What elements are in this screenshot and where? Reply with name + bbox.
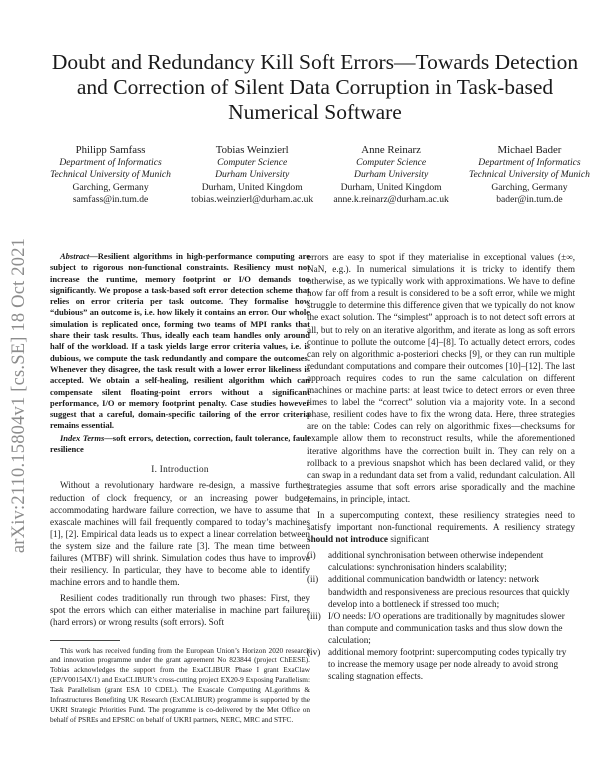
- list-item-number: (iv): [307, 647, 321, 657]
- right-paragraph-1: errors are easy to spot if they materialise in exceptional values (±∞, NaN, e.g.). In numerical simulations it is tricky to identify them otherwise, as we typically work with approximations. We have to define how far off from a result is considered to be a soft error, while we might struggle to determine this difference given that we typically do not know the exact solution. The “simplest” approach is to not detect soft errors at all, but to rely on an iterative algorithm, and iterate as long as soft errors continue to pollute the outcome [4]–[8]. To actually detect errors, codes can rely on algorithmic a-posteriori checks [9], or they can run multiple redundant computations and compare their outcomes [10]–[12]. The last approach requires codes to run the same calculation on different machines or machine parts: at least twice to detect errors or even three times to label the “correct” solution via a majority vote. In a second phase, resilient codes have to fix the wrong data. Here, three strategies are on the table: Codes can rely on algorithmic fixes—checksums for example allow them to reconstruct results, while the aforementioned iterative algorithms have the correction built in. They can rely on a rollback to a previous snapshot which has been declared valid, or they can swap in a redundant data set from a valid, redundant calculation. All strategies assume that soft errors arise sporadically and the machine remains, in principle, intact.: [307, 252, 575, 504]
- footnote-divider: [50, 640, 120, 641]
- arxiv-stamp-text: arXiv:2110.15804v1 [cs.SE] 18 Oct 2021: [9, 237, 30, 553]
- list-item-number: (ii): [307, 574, 319, 585]
- author-name: Michael Bader: [497, 144, 562, 156]
- abstract-label: Abstract: [60, 251, 90, 261]
- list-item-text: additional synchronisation between otherwise independent calculations: synchronisation hinders scalability;: [328, 550, 544, 573]
- author-location: Durham, United Kingdom: [201, 181, 303, 193]
- author-email: bader@in.tum.de: [496, 194, 563, 206]
- abstract-text: —Resilient algorithms in high-performance computing are subject to rigorous non-functional constraints. Resiliency must not increase the runtime, memory footprint or I/O demands too significantly. We propose a task-based soft error detection scheme that relies on error criteria per task outcome. They formalise how “dubious” an outcome is, i.e. how likely it contains an error. Our whole simulation is replicated once, forming two teams of MPI ranks that share their task results. Thus, ideally each team handles only around half of the workload. If a task yields large error criteria values, i.e. is dubious, we compute the task redundantly and compare the outcomes. Whenever they disagree, the task result with a lower error likeliness is accepted. We obtain a self-healing, resilient algorithm which can compensate silent floating-point errors without a significant performance, I/O or memory footprint penalty. Case studies however suggest that a careful, domain-specific tailoring of the error criteria remains essential.: [50, 251, 310, 431]
- author-inst: Technical University of Munich: [50, 169, 171, 181]
- author-1: [50, 143, 171, 207]
- right-paragraph-2: [307, 509, 575, 545]
- author-4: [469, 143, 590, 207]
- section-heading: I. Introduction: [151, 464, 209, 475]
- author-location: Garching, Germany: [491, 181, 568, 193]
- author-location: Garching, Germany: [72, 181, 149, 193]
- author-2: [191, 143, 313, 207]
- author-inst: Technical University of Munich: [469, 169, 590, 181]
- right-p2-text: In a supercomputing context, these resiliency strategies need to satisfy important non-functional requirements. A resiliency strategy: [307, 509, 575, 533]
- intro-paragraph-1: Without a revolutionary hardware re-design, a massive further reduction of clock frequency, or an increasing power budget accommodating hardware failure correction, we have to assume that exascale machines will fail frequently compared to today’s machines [1], [2]. Empirical data leads us to expect a linear correlation between the system size and the failure rate [3]. The mean time between failures (MTBF) will shrink. Simulation codes thus have to improve their resiliency. In particular, they have to become able to identify machine errors and to handle them.: [50, 480, 310, 588]
- author-location: Durham, United Kingdom: [340, 181, 442, 193]
- author-3: [333, 143, 448, 207]
- index-terms-label: Index Terms: [60, 432, 105, 443]
- requirements-list: [307, 549, 575, 682]
- author-dept: Department of Informatics: [478, 157, 581, 168]
- author-dept: Computer Science: [217, 157, 288, 168]
- right-p2-emphasis: should not introduce: [307, 534, 389, 545]
- list-item: [307, 573, 575, 609]
- author-email: anne.k.reinarz@durham.ac.uk: [333, 194, 449, 206]
- author-name: Tobias Weinzierl: [215, 144, 289, 156]
- author-name: Anne Reinarz: [361, 144, 421, 156]
- intro-paragraph-2: Resilient codes traditionally run through two phases: First, they spot the errors which can either materialise in machine part failures (hard errors) or wrong results (soft errors). Soft: [50, 593, 310, 628]
- author-name: Philipp Samfass: [75, 144, 146, 156]
- list-item-text: I/O needs: I/O operations are traditionally by magnitudes slower than compute and communication tasks and thus slow down the calculation;: [328, 610, 565, 645]
- author-inst: Durham University: [215, 169, 290, 181]
- list-item-number: (iii): [307, 610, 321, 621]
- list-item-number: (i): [307, 550, 316, 561]
- list-item-text: additional communication bandwidth or latency: network bandwidth and responsiveness are precious resources that quickly develop into a bottleneck if stressed too much;: [328, 574, 570, 609]
- list-item: [307, 610, 575, 646]
- right-p2-tail: significant: [388, 534, 430, 545]
- index-terms-text: —soft errors, detection, correction, fault tolerance, fault resilience: [50, 432, 310, 455]
- author-inst: Durham University: [354, 169, 429, 181]
- author-email: tobias.weinzierl@durham.ac.uk: [191, 194, 314, 206]
- arxiv-stamp: [1, 210, 39, 580]
- index-terms: [50, 433, 310, 456]
- abstract: [50, 251, 310, 432]
- author-dept: Department of Informatics: [59, 157, 162, 168]
- paper-title: Doubt and Redundancy Kill Soft Errors—Towards Detection and Correction of Silent Data Corruption in Task-based Numerical Software: [51, 50, 579, 124]
- list-item-text: additional memory footprint: supercomputing codes typically try to increase the memory usage per node already to avoid strong scaling stagnation effects.: [328, 647, 567, 682]
- author-block: [40, 143, 600, 207]
- right-column: [307, 251, 575, 682]
- author-dept: Computer Science: [356, 157, 427, 168]
- funding-footnote: This work has received funding from the European Union’s Horizon 2020 research and innovation programme under the grant agreement No 823844 (project ChEESE). Tobias acknowledges the support from the ExaCLIBUR Phase I grant ExaClaw (EP/V00154X/1) and ExaCLIBUR’s cross-cutting project EX20-9 Exposing Parallelism: Task Parallelism (grant ESA 10 CDEL). The Exascale Computing ALgorithms & Infrastructures Benefiting UK Research (ExCALIBUR) programme is supported by the UKRI Strategic Priorities Fund. The programme is co-delivered by the Met Office on behalf of PSREs and EPSRC on behalf of UKRI partners, NERC, MRC and STFC.: [50, 645, 310, 724]
- left-column: [50, 251, 310, 725]
- author-email: samfass@in.tum.de: [72, 194, 149, 206]
- list-item: [307, 549, 575, 573]
- list-item: [307, 646, 575, 682]
